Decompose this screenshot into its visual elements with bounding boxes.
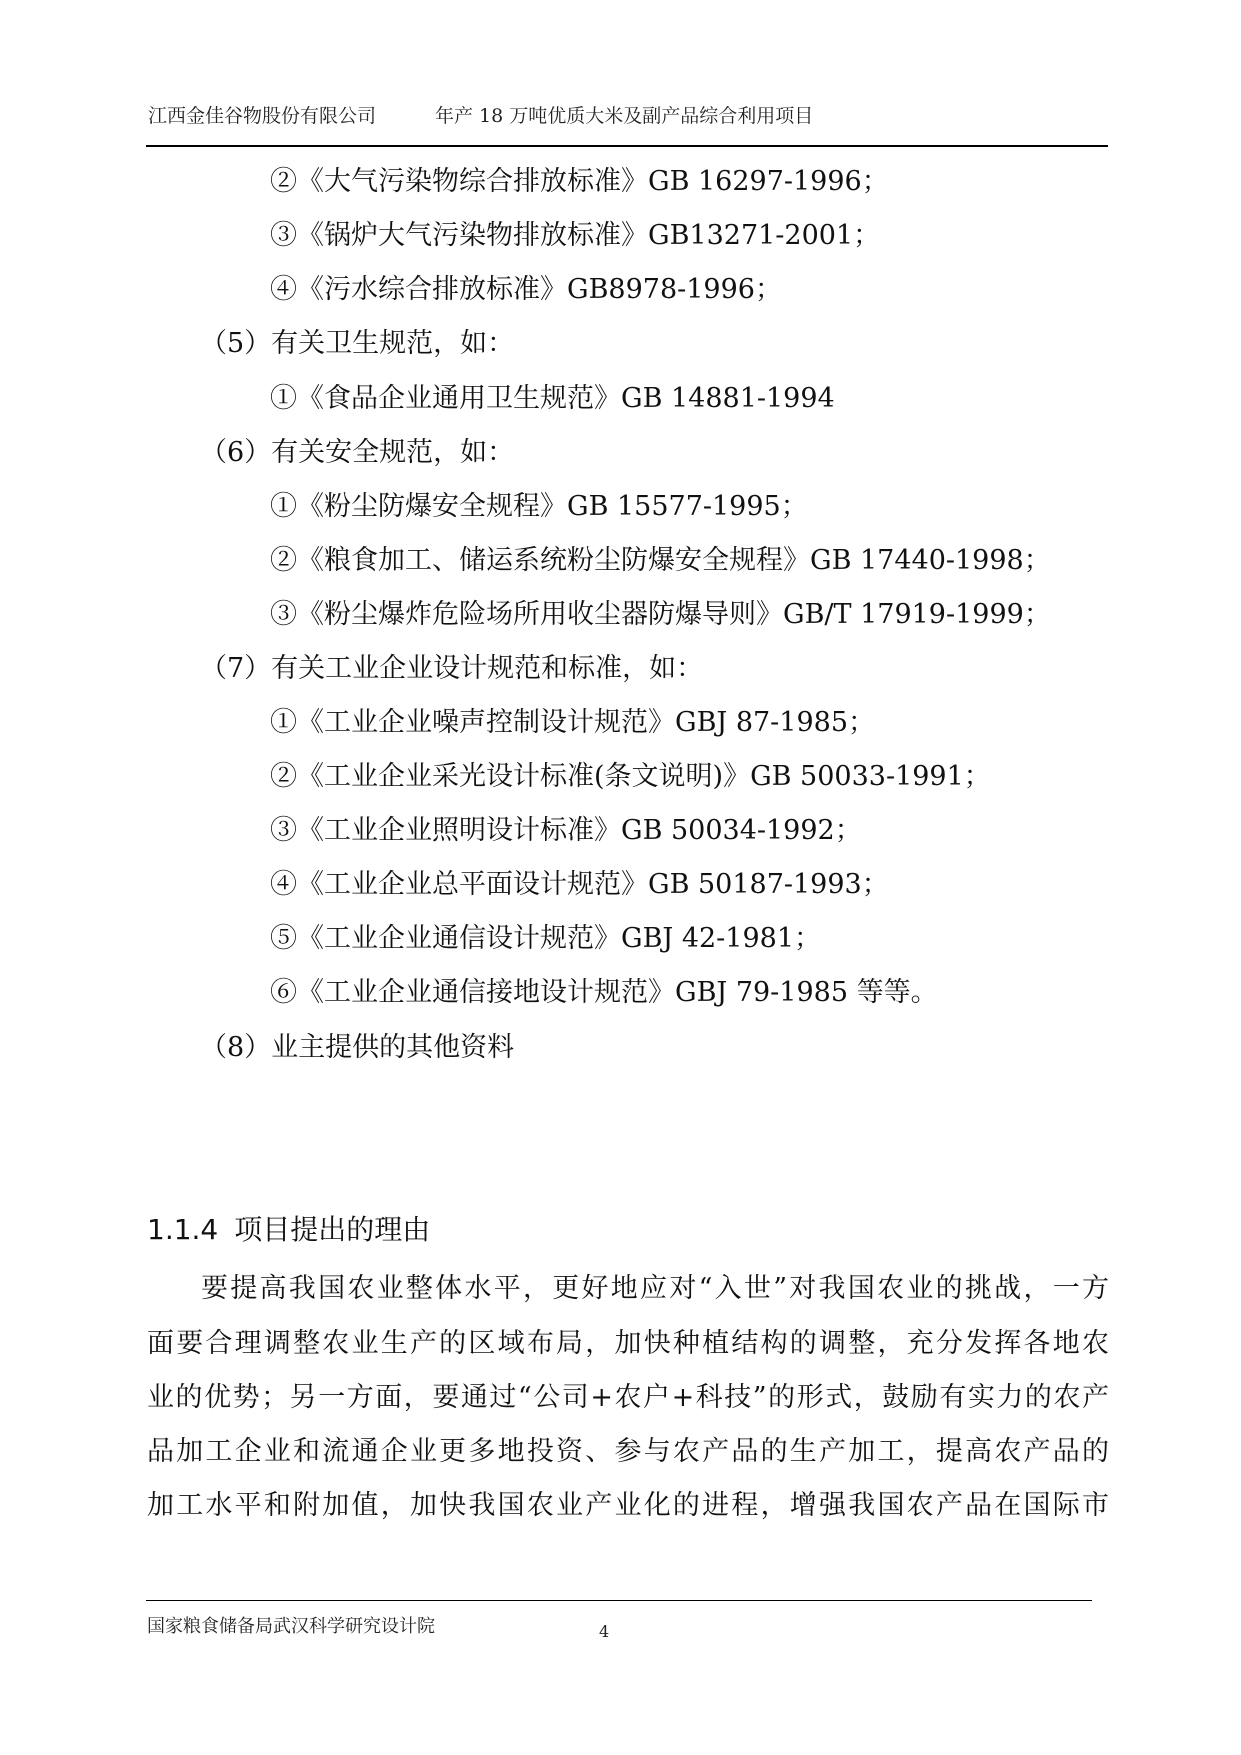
list-item: ②《大气污染物综合排放标准》GB 16297-1996； bbox=[270, 166, 889, 197]
paragraph-line: 要提高我国农业整体水平，更好地应对“入世”对我国农业的挑战，一方 bbox=[201, 1273, 1109, 1304]
header-company: 江西金佳谷物股份有限公司 bbox=[148, 105, 377, 127]
list-item: ②《工业企业采光设计标准(条文说明)》GB 50033-1991； bbox=[270, 761, 991, 792]
list-item: ⑤《工业企业通信设计规范》GBJ 42-1981； bbox=[270, 923, 822, 954]
paragraph-line: 面要合理调整农业生产的区域布局，加快种植结构的调整，充分发挥各地农 bbox=[147, 1328, 1109, 1359]
list-item: ③《工业企业照明设计标准》GB 50034-1992； bbox=[270, 815, 862, 846]
list-section: （6）有关安全规范，如： bbox=[200, 437, 515, 468]
list-section: （7）有关工业企业设计规范和标准，如： bbox=[200, 653, 704, 684]
list-item: ④《污水综合排放标准》GB8978-1996； bbox=[270, 274, 782, 305]
list-item: ①《粉尘防爆安全规程》GB 15577-1995； bbox=[270, 491, 808, 522]
section-heading bbox=[147, 1212, 430, 1248]
list-item: ③《粉尘爆炸危险场所用收尘器防爆导则》GB/T 17919-1999； bbox=[270, 599, 1051, 630]
header-project-title: 年产 18 万吨优质大米及副产品综合利用项目 bbox=[435, 105, 814, 127]
list-item: ④《工业企业总平面设计规范》GB 50187-1993； bbox=[270, 869, 889, 900]
list-item: ②《粮食加工、储运系统粉尘防爆安全规程》GB 17440-1998； bbox=[270, 545, 1051, 576]
list-item: ⑥《工业企业通信接地设计规范》GBJ 79-1985 等等。 bbox=[270, 977, 938, 1008]
list-item: ③《锅炉大气污染物排放标准》GB13271-2001； bbox=[270, 220, 881, 251]
section-title: 项目提出的理由 bbox=[234, 1213, 431, 1246]
paragraph-line: 品加工企业和流通企业更多地投资、参与农产品的生产加工，提高农产品的 bbox=[147, 1436, 1109, 1467]
footer-divider bbox=[146, 1600, 1092, 1601]
list-section: （5）有关卫生规范，如： bbox=[200, 328, 515, 359]
paragraph-line: 加工水平和附加值，加快我国农业产业化的进程，增强我国农产品在国际市 bbox=[147, 1490, 1109, 1521]
list-section: （8）业主提供的其他资料 bbox=[200, 1032, 515, 1063]
header-divider bbox=[146, 145, 1108, 147]
list-item: ①《工业企业噪声控制设计规范》GBJ 87-1985； bbox=[270, 707, 876, 738]
paragraph-line: 业的优势；另一方面，要通过“公司+农户+科技”的形式，鼓励有实力的农产 bbox=[147, 1382, 1109, 1413]
list-item: ①《食品企业通用卫生规范》GB 14881-1994 bbox=[270, 383, 835, 414]
footer-institute: 国家粮食储备局武汉科学研究设计院 bbox=[147, 1616, 435, 1637]
section-number: 1.1.4 bbox=[147, 1213, 219, 1246]
page-number: 4 bbox=[599, 1622, 610, 1641]
